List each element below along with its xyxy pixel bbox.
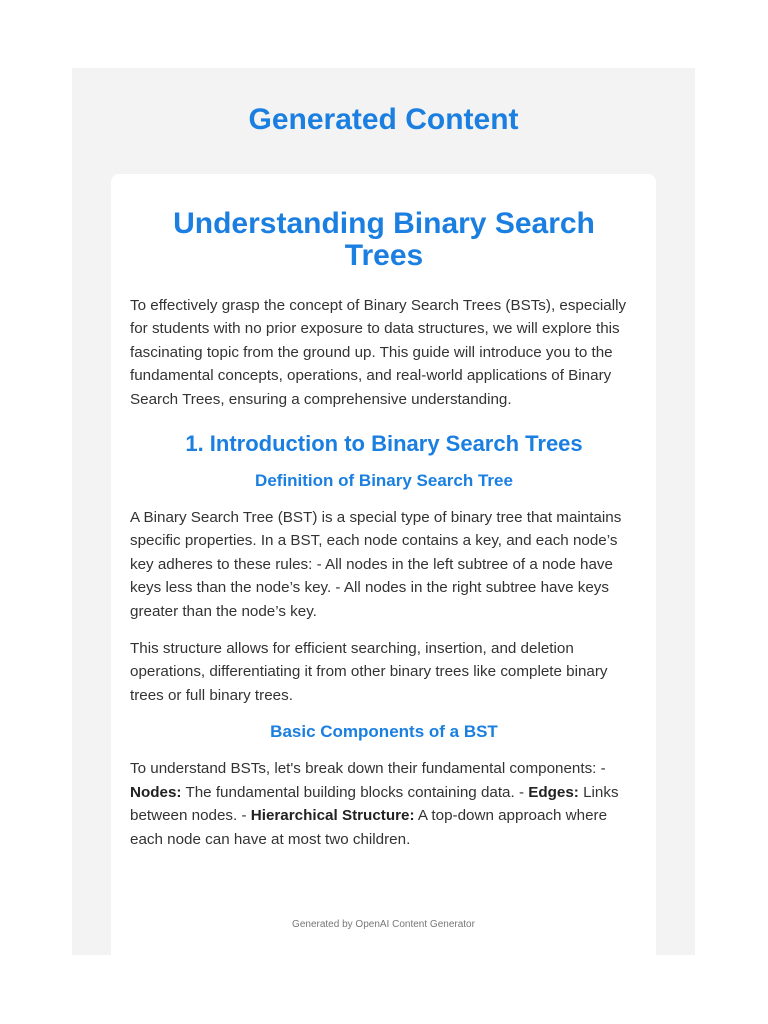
page-title: Generated Content <box>248 103 519 136</box>
components-lead: To understand BSTs, let's break down their fundamental components: - <box>130 760 606 778</box>
hierarchical-label: Hierarchical Structure: <box>250 807 415 825</box>
structure-paragraph: This structure allows for efficient searching, insertion, and deletion operations, differentiating it from other binary trees like complete binary trees or full binary trees. <box>130 640 608 704</box>
section-heading: 1. Introduction to Binary Search Trees <box>185 431 583 457</box>
edges-label: Edges: <box>528 783 579 801</box>
edges-text: Links between nodes. - <box>130 783 619 825</box>
components-paragraph <box>130 757 638 851</box>
article-title: Understanding Binary Search Trees <box>173 207 595 272</box>
nodes-label: Nodes: <box>130 783 182 801</box>
hierarchical-text: A top-down approach where each node can have at most two children. <box>130 807 608 848</box>
subsection-heading-definition: Definition of Binary Search Tree <box>255 471 513 491</box>
footer-credit: Generated by OpenAI Content Generator <box>292 919 475 930</box>
article <box>130 208 638 865</box>
page-container <box>72 68 695 955</box>
intro-paragraph: To effectively grasp the concept of Binary Search Trees (BSTs), especially for students with no prior exposure to data structures, we will explore this fascinating topic from the ground up. This guide will introduce you to the fundamental concepts, operations, and real-world applications of Binary Search Trees, ensuring a comprehensive understanding. <box>130 297 627 408</box>
content-card <box>111 174 656 955</box>
subsection-heading-components: Basic Components of a BST <box>270 722 498 742</box>
definition-paragraph: A Binary Search Tree (BST) is a special type of binary tree that maintains specific properties. In a BST, each node contains a key, and each node’s key adheres to these rules: - All nodes in the left subtree of a node have keys less than the node’s key. - All nodes in the right subtree have keys greater than the node’s key. <box>130 509 622 620</box>
nodes-text: The fundamental building blocks containing data. - <box>185 783 524 801</box>
